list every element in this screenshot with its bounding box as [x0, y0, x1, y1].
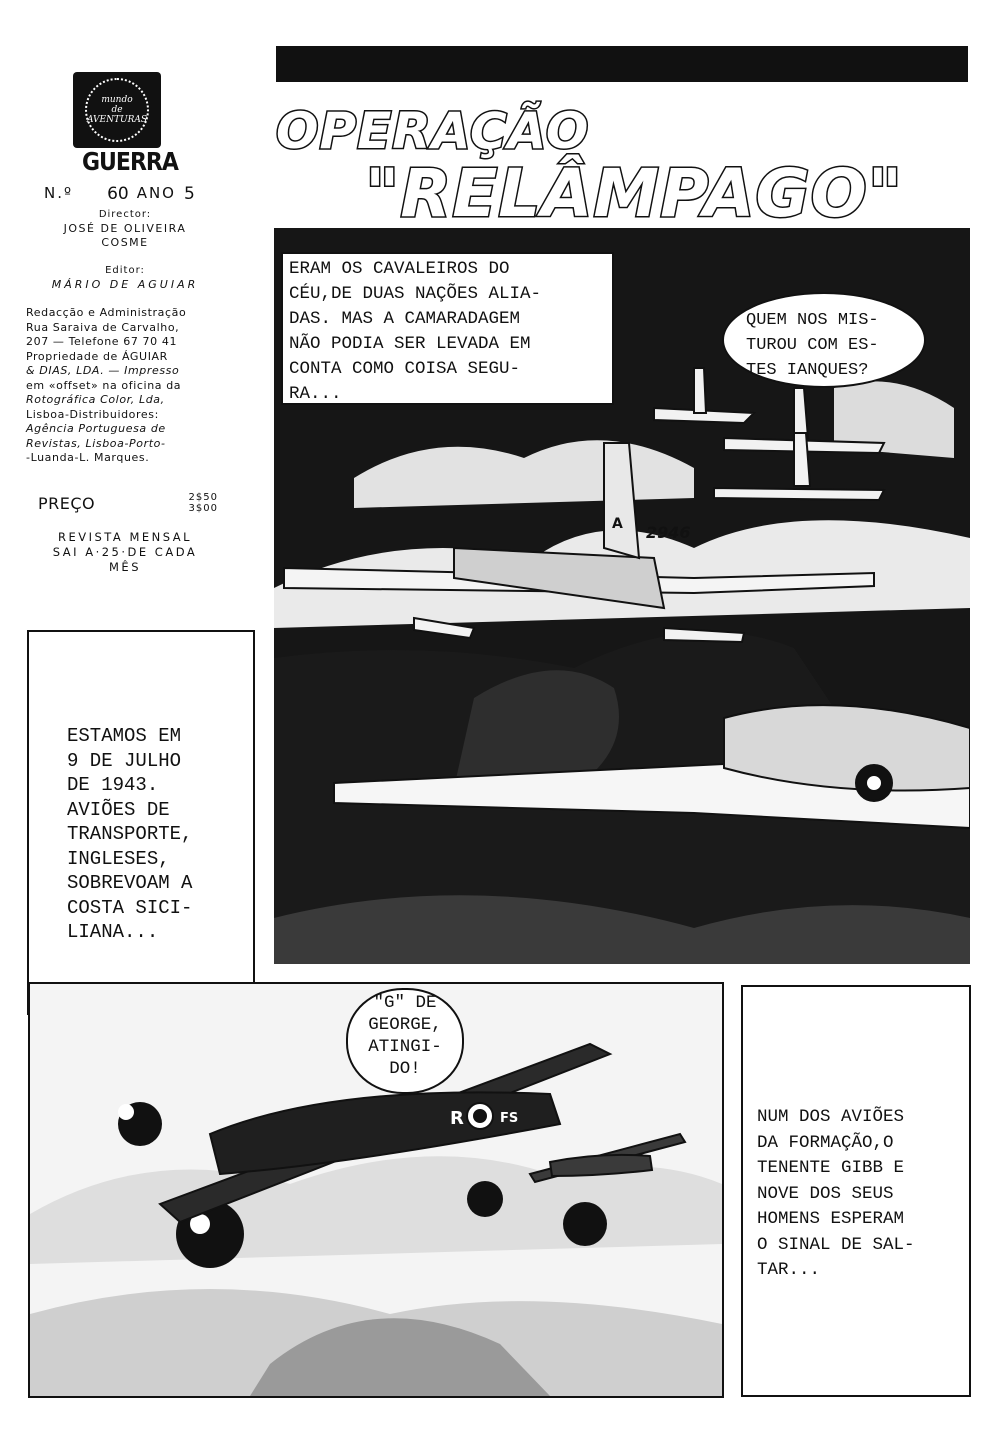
publisher-logo: [73, 72, 161, 148]
caption-paratroopers: [741, 985, 971, 1397]
caption-line: ERAM OS CAVALEIROS DO: [289, 259, 510, 279]
title-line-2: "RELÂMPAGO": [365, 155, 904, 226]
monthly-notice: [30, 530, 220, 575]
fuselage-code: R: [450, 1108, 464, 1129]
tail-letter: A: [612, 516, 623, 532]
title-line-1: OPERAÇÃO: [276, 102, 590, 160]
caption-line: CONTA COMO COISA SEGU-: [289, 359, 521, 379]
caption-line: TENENTE GIBB E: [757, 1158, 905, 1178]
caption-line: CÉU,DE DUAS NAÇÕES ALIA-: [289, 284, 542, 304]
fuselage-code-2: FS: [500, 1111, 519, 1126]
caption-line: NÃO PODIA SER LEVADA EM: [289, 334, 531, 354]
speech-line: "G" DE: [373, 993, 437, 1013]
logo-text-2: de: [111, 105, 123, 115]
speech-bubble-panel1: [722, 292, 926, 388]
logo-ring: [85, 78, 149, 142]
imprint-block: [26, 306, 216, 466]
caption-line: TRANSPORTE,: [67, 823, 193, 845]
caption-line: DE 1943.: [67, 774, 159, 796]
imprint-line: Rotográfica Color, Lda,: [26, 393, 165, 406]
imprint-line: & DIAS, LDA. — Impresso: [26, 364, 180, 377]
price-value-1: 2$50: [188, 492, 218, 503]
caption-intro: [27, 630, 255, 1015]
issue-line: [44, 184, 214, 204]
issue-label: N.º: [44, 184, 74, 202]
caption-line: INGLESES,: [67, 847, 170, 870]
monthly-line: REVISTA MENSAL: [57, 530, 193, 544]
caption-line: 9 DE JULHO: [67, 749, 182, 772]
tail-number: 2946: [646, 523, 691, 542]
imprint-line: Rua Saraiva de Carvalho,: [26, 320, 180, 334]
caption-line: COSTA SICI-: [67, 896, 193, 919]
caption-line: SOBREVOAM A: [67, 872, 193, 894]
caption-line: AVIÕES DE: [67, 798, 170, 821]
caption-line: NOVE DOS SEUS: [757, 1183, 894, 1204]
speech-line: TES IANQUES?: [746, 361, 869, 380]
caption-line: HOMENS ESPERAM: [757, 1209, 905, 1229]
director-label: Director:: [98, 209, 152, 220]
speech-bubble-panel2: [346, 988, 464, 1094]
speech-line: GEORGE,: [368, 1015, 442, 1035]
monthly-line: MÊS: [109, 560, 141, 574]
story-title: [270, 86, 960, 226]
monthly-line: SAI A·25·DE CADA: [52, 545, 198, 559]
speech-line: DO!: [389, 1059, 421, 1079]
imprint-line: 207 — Telefone 67 70 41: [26, 335, 178, 348]
logo-text-3: AVENTURAS: [86, 115, 148, 125]
director-name-2: COSME: [101, 236, 149, 249]
issue-number: 60: [107, 184, 129, 204]
editor-block: [30, 264, 220, 292]
imprint-line: Propriedade de ÁGUIAR: [26, 349, 168, 363]
price-block: [38, 492, 218, 514]
price-label: PREÇO: [38, 493, 96, 513]
speech-line: ATINGI-: [368, 1037, 442, 1057]
caption-line: DA FORMAÇÃO,O: [757, 1132, 894, 1153]
imprint-line: Revistas, Lisboa-Porto-: [26, 436, 166, 450]
caption-line: O SINAL DE SAL-: [757, 1234, 915, 1255]
imprint-line: em «offset» na oficina da: [26, 378, 182, 392]
logo-text-1: mundo: [101, 95, 133, 105]
editor-label: Editor:: [105, 265, 145, 276]
price-value-2: 3$00: [188, 503, 218, 514]
imprint-line: -Luanda-L. Marques.: [26, 451, 150, 464]
caption-panel1: [281, 252, 614, 405]
imprint-line: Agência Portuguesa de: [26, 422, 166, 435]
title-black-bar: [276, 46, 968, 82]
year-number: 5: [184, 184, 195, 204]
imprint-line: Lisboa-Distribuidores:: [26, 407, 159, 421]
editor-name: MÁRIO DE AGUIAR: [51, 278, 199, 291]
caption-line: LIANA...: [67, 921, 159, 943]
imprint-line: Redacção e Administração: [26, 306, 187, 319]
price-values: [189, 492, 218, 514]
speech-line: TUROU COM ES-: [746, 336, 879, 355]
caption-line: RA...: [289, 384, 342, 404]
caption-line: DAS. MAS A CAMARADAGEM: [289, 309, 521, 329]
series-name: GUERRA: [82, 148, 178, 177]
caption-line: TAR...: [757, 1260, 821, 1280]
caption-line: ESTAMOS EM: [67, 725, 182, 747]
director-block: [30, 208, 220, 250]
caption-line: NUM DOS AVIÕES: [757, 1107, 905, 1127]
speech-line: QUEM NOS MIS-: [746, 311, 879, 330]
year-label: ANO: [136, 184, 176, 202]
director-name-1: JOSÉ DE OLIVEIRA: [63, 222, 187, 235]
